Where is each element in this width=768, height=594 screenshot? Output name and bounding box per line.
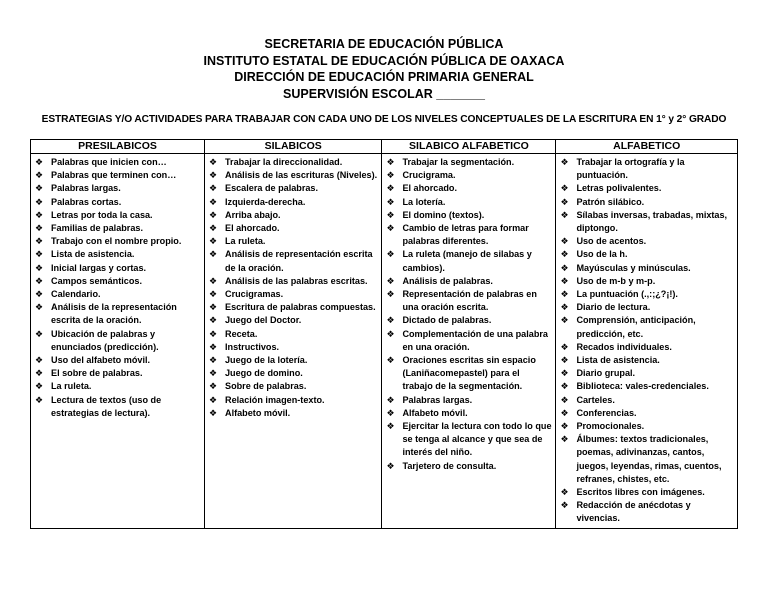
list-item — [559, 196, 734, 209]
diamond-bullet-icon: ❖ — [386, 407, 395, 418]
list-item — [559, 354, 734, 367]
diamond-bullet-icon: ❖ — [35, 368, 44, 379]
list-item — [208, 222, 378, 235]
diamond-bullet-icon: ❖ — [386, 209, 395, 220]
list-item-text: Juego de domino. — [225, 368, 303, 379]
list-item-text: Tarjetero de consulta. — [402, 460, 497, 471]
list-item — [559, 314, 734, 340]
diamond-bullet-icon: ❖ — [209, 196, 218, 207]
list-item — [385, 275, 552, 288]
diamond-bullet-icon: ❖ — [560, 157, 569, 167]
list-item — [559, 248, 734, 261]
list-item-text: Conferencias. — [576, 407, 637, 418]
diamond-bullet-icon: ❖ — [560, 500, 569, 511]
list-item-text: Campos semánticos. — [51, 275, 142, 286]
list-item-text: Comprensión, anticipación, predicción, etc. — [576, 315, 696, 339]
diamond-bullet-icon: ❖ — [386, 223, 395, 234]
column-cell-alfabetico — [556, 154, 738, 529]
table-header-row — [31, 140, 738, 154]
diamond-bullet-icon: ❖ — [386, 275, 395, 286]
list-item-text: Análisis de las escrituras (Niveles). — [225, 170, 378, 181]
list-item-text: Palabras largas. — [51, 183, 121, 194]
list-item-text: La lotería. — [402, 196, 446, 207]
list-item — [34, 354, 201, 367]
list-item — [34, 156, 201, 169]
diamond-bullet-icon: ❖ — [560, 249, 569, 260]
diamond-bullet-icon: ❖ — [35, 275, 44, 286]
list-item — [208, 407, 378, 420]
diamond-bullet-icon: ❖ — [560, 236, 569, 247]
list-item — [559, 499, 734, 525]
list-item-text: La ruleta (manejo de silabas y cambios). — [402, 249, 532, 273]
list-item — [34, 248, 201, 261]
list-item — [559, 407, 734, 420]
list-item — [385, 407, 552, 420]
list-alfabetico — [559, 156, 734, 526]
list-item-text: Palabras que inicien con… — [51, 157, 167, 167]
diamond-bullet-icon: ❖ — [35, 394, 44, 405]
diamond-bullet-icon: ❖ — [386, 460, 395, 471]
list-item-text: Ejercitar la lectura con todo lo que se tenga al alcance y que sea de interés del niño. — [402, 421, 552, 458]
list-item — [559, 433, 734, 486]
list-item-text: Escritura de palabras compuestas. — [225, 302, 376, 313]
list-item — [208, 380, 378, 393]
list-item — [208, 367, 378, 380]
header-line-1: SECRETARIA DE EDUCACIÓN PÚBLICA — [264, 37, 504, 51]
list-item-text: Escritos libres con imágenes. — [576, 487, 705, 498]
diamond-bullet-icon: ❖ — [560, 434, 569, 445]
list-item — [208, 394, 378, 407]
list-silabicos — [208, 156, 378, 420]
diamond-bullet-icon: ❖ — [560, 355, 569, 366]
list-item-text: Redacción de anécdotas y vivencias. — [576, 500, 691, 524]
list-item-text: Análisis de representación escrita de la oración. — [225, 249, 373, 273]
list-item-text: Uso de la h. — [576, 249, 628, 260]
list-item — [34, 275, 201, 288]
list-item-text: El ahorcado. — [225, 223, 280, 234]
list-item — [385, 420, 552, 460]
header-line-4: SUPERVISIÓN ESCOLAR _______ — [283, 86, 485, 101]
diamond-bullet-icon: ❖ — [560, 183, 569, 194]
diamond-bullet-icon: ❖ — [209, 223, 218, 234]
list-item-text: Crucigramas. — [225, 289, 284, 300]
list-item-text: Palabras que terminen con… — [51, 170, 177, 181]
diamond-bullet-icon: ❖ — [560, 407, 569, 418]
list-item-text: Sobre de palabras. — [225, 381, 307, 392]
header-line-2: INSTITUTO ESTATAL DE EDUCACIÓN PÚBLICA DE OAXACA — [203, 53, 565, 68]
list-item — [385, 394, 552, 407]
diamond-bullet-icon: ❖ — [386, 170, 395, 181]
list-item — [559, 380, 734, 393]
list-item-text: La ruleta. — [51, 381, 92, 392]
diamond-bullet-icon: ❖ — [560, 315, 569, 326]
list-item-text: Cambio de letras para formar palabras diferentes. — [402, 223, 529, 247]
list-item-text: Complementación de una palabra en una oración. — [402, 328, 548, 352]
list-item-text: Juego del Doctor. — [225, 315, 302, 326]
diamond-bullet-icon: ❖ — [209, 341, 218, 352]
list-item-text: Receta. — [225, 328, 258, 339]
list-item — [208, 235, 378, 248]
strategies-table — [30, 139, 738, 529]
list-item — [208, 314, 378, 327]
list-item-text: Familias de palabras. — [51, 223, 143, 234]
list-item — [34, 328, 201, 354]
diamond-bullet-icon: ❖ — [209, 157, 218, 167]
column-header-silabico-alfabetico: SILABICO ALFABETICO — [382, 140, 556, 154]
diamond-bullet-icon: ❖ — [386, 394, 395, 405]
list-item — [208, 328, 378, 341]
document-subtitle: ESTRATEGIAS Y/O ACTIVIDADES PARA TRABAJAR CON CADA UNO DE LOS NIVELES CONCEPTUALES DE LA ESCRITURA EN 1° y 2° GRADO — [41, 114, 727, 125]
list-item-text: Diario de lectura. — [576, 302, 651, 313]
diamond-bullet-icon: ❖ — [209, 302, 218, 313]
diamond-bullet-icon: ❖ — [35, 328, 44, 339]
list-item — [559, 394, 734, 407]
list-item-text: Trabajar la direccionalidad. — [225, 157, 343, 167]
diamond-bullet-icon: ❖ — [35, 236, 44, 247]
list-item — [385, 156, 552, 169]
list-item — [559, 420, 734, 433]
diamond-bullet-icon: ❖ — [209, 249, 218, 260]
diamond-bullet-icon: ❖ — [560, 262, 569, 273]
diamond-bullet-icon: ❖ — [209, 407, 218, 418]
list-item — [385, 328, 552, 354]
list-item — [34, 235, 201, 248]
column-cell-presilabicos — [31, 154, 205, 529]
list-item — [208, 182, 378, 195]
list-item-text: El ahorcado. — [402, 183, 458, 194]
list-item-text: Izquierda-derecha. — [225, 196, 306, 207]
diamond-bullet-icon: ❖ — [209, 355, 218, 366]
list-item-text: Oraciones escritas sin espacio (Laniñacomepastel) para el trabajo de la segmentación. — [402, 355, 536, 392]
diamond-bullet-icon: ❖ — [35, 381, 44, 392]
column-header-alfabetico: ALFABETICO — [556, 140, 738, 154]
diamond-bullet-icon: ❖ — [386, 289, 395, 300]
column-cell-silabicos — [205, 154, 382, 529]
list-item-text: Biblioteca: vales-credenciales. — [576, 381, 709, 392]
header-line-3: DIRECCIÓN DE EDUCACIÓN PRIMARIA GENERAL — [234, 70, 534, 84]
list-item — [385, 288, 552, 314]
list-item — [208, 169, 378, 182]
diamond-bullet-icon: ❖ — [560, 381, 569, 392]
list-item-text: Análisis de la representación escrita de la oración. — [51, 302, 177, 326]
list-item — [559, 235, 734, 248]
list-item — [34, 367, 201, 380]
list-item-text: Carteles. — [576, 394, 615, 405]
document-header — [0, 36, 768, 102]
list-item — [34, 222, 201, 235]
list-item — [208, 248, 378, 274]
list-item-text: Letras por toda la casa. — [51, 209, 153, 220]
list-item — [559, 367, 734, 380]
diamond-bullet-icon: ❖ — [35, 249, 44, 260]
diamond-bullet-icon: ❖ — [209, 275, 218, 286]
diamond-bullet-icon: ❖ — [209, 183, 218, 194]
list-item-text: Trabajar la segmentación. — [402, 157, 515, 167]
diamond-bullet-icon: ❖ — [386, 421, 395, 432]
diamond-bullet-icon: ❖ — [209, 170, 218, 181]
list-item — [385, 354, 552, 394]
list-item — [559, 486, 734, 499]
list-item — [34, 262, 201, 275]
list-item-text: El sobre de palabras. — [51, 368, 143, 379]
list-item-text: Mayúsculas y minúsculas. — [576, 262, 691, 273]
diamond-bullet-icon: ❖ — [560, 421, 569, 432]
column-cell-silabico-alfabetico — [382, 154, 556, 529]
list-item — [385, 222, 552, 248]
list-item-text: La puntuación (.,:;¿?¡!). — [576, 289, 678, 300]
list-item-text: Sílabas inversas, trabadas, mixtas, diptongo. — [576, 209, 728, 234]
diamond-bullet-icon: ❖ — [35, 289, 44, 300]
list-item — [34, 380, 201, 393]
list-item-text: Dictado de palabras. — [402, 315, 492, 326]
diamond-bullet-icon: ❖ — [560, 341, 569, 352]
diamond-bullet-icon: ❖ — [386, 183, 395, 194]
list-item — [559, 209, 734, 235]
list-item-text: Instructivos. — [225, 341, 280, 352]
diamond-bullet-icon: ❖ — [386, 355, 395, 366]
column-header-silabicos: SILABICOS — [205, 140, 382, 154]
column-header-presilabicos: PRESILABICOS — [31, 140, 205, 154]
diamond-bullet-icon: ❖ — [386, 157, 395, 167]
list-item — [559, 275, 734, 288]
list-item-text: Trabajo con el nombre propio. — [51, 236, 182, 247]
diamond-bullet-icon: ❖ — [560, 275, 569, 286]
diamond-bullet-icon: ❖ — [35, 196, 44, 207]
diamond-bullet-icon: ❖ — [560, 209, 569, 220]
diamond-bullet-icon: ❖ — [560, 394, 569, 405]
list-item-text: Palabras largas. — [402, 394, 473, 405]
list-item — [34, 169, 201, 182]
diamond-bullet-icon: ❖ — [209, 209, 218, 220]
list-item-text: Relación imagen-texto. — [225, 394, 325, 405]
diamond-bullet-icon: ❖ — [209, 236, 218, 247]
list-item — [208, 354, 378, 367]
list-item-text: Trabajar la ortografía y la puntuación. — [576, 157, 685, 181]
diamond-bullet-icon: ❖ — [35, 183, 44, 194]
list-item — [385, 182, 552, 195]
list-item — [385, 196, 552, 209]
list-item-text: Palabras cortas. — [51, 196, 122, 207]
diamond-bullet-icon: ❖ — [35, 262, 44, 273]
list-item — [208, 196, 378, 209]
diamond-bullet-icon: ❖ — [209, 394, 218, 405]
diamond-bullet-icon: ❖ — [560, 302, 569, 313]
diamond-bullet-icon: ❖ — [560, 487, 569, 498]
diamond-bullet-icon: ❖ — [386, 249, 395, 260]
list-item — [559, 301, 734, 314]
list-item — [385, 248, 552, 274]
list-item-text: Lista de asistencia. — [576, 355, 660, 366]
list-item — [208, 156, 378, 169]
list-item-text: Diario grupal. — [576, 368, 636, 379]
diamond-bullet-icon: ❖ — [209, 289, 218, 300]
list-item-text: Representación de palabras en una oración escrita. — [402, 289, 537, 313]
list-item — [385, 460, 552, 473]
diamond-bullet-icon: ❖ — [35, 209, 44, 220]
list-item-text: Arriba abajo. — [225, 209, 281, 220]
list-item-text: Ubicación de palabras y enunciados (predicción). — [51, 328, 159, 352]
diamond-bullet-icon: ❖ — [386, 196, 395, 207]
list-item-text: El domino (textos). — [402, 209, 485, 220]
diamond-bullet-icon: ❖ — [560, 196, 569, 207]
list-item-text: Alfabeto móvil. — [402, 407, 468, 418]
list-presilabicos — [34, 156, 201, 420]
list-item-text: Promocionales. — [576, 421, 645, 432]
diamond-bullet-icon: ❖ — [560, 289, 569, 300]
diamond-bullet-icon: ❖ — [209, 381, 218, 392]
list-silabico-alfabetico — [385, 156, 552, 473]
list-item — [34, 196, 201, 209]
diamond-bullet-icon: ❖ — [35, 170, 44, 181]
list-item — [559, 341, 734, 354]
list-item-text: Letras polivalentes. — [576, 183, 662, 194]
diamond-bullet-icon: ❖ — [209, 315, 218, 326]
list-item-text: Lista de asistencia. — [51, 249, 135, 260]
diamond-bullet-icon: ❖ — [560, 368, 569, 379]
diamond-bullet-icon: ❖ — [386, 315, 395, 326]
list-item-text: Uso de acentos. — [576, 236, 647, 247]
diamond-bullet-icon: ❖ — [209, 328, 218, 339]
list-item — [208, 288, 378, 301]
list-item — [559, 156, 734, 182]
list-item-text: Calendario. — [51, 289, 101, 300]
list-item-text: Crucigrama. — [402, 170, 456, 181]
list-item — [385, 314, 552, 327]
list-item-text: Uso del alfabeto móvil. — [51, 355, 151, 366]
list-item — [34, 394, 201, 420]
list-item-text: Lectura de textos (uso de estrategias de lectura). — [51, 394, 162, 418]
diamond-bullet-icon: ❖ — [386, 328, 395, 339]
diamond-bullet-icon: ❖ — [209, 368, 218, 379]
diamond-bullet-icon: ❖ — [35, 223, 44, 234]
list-item-text: Álbumes: textos tradicionales, poemas, adivinanzas, cantos, juegos, leyendas, rimas, cuentos, refranes, chistes, etc. — [576, 434, 722, 484]
list-item — [385, 169, 552, 182]
list-item — [34, 209, 201, 222]
list-item-text: Escalera de palabras. — [225, 183, 319, 194]
list-item-text: Recados individuales. — [576, 341, 672, 352]
list-item — [559, 288, 734, 301]
list-item-text: Alfabeto móvil. — [225, 407, 291, 418]
list-item — [559, 182, 734, 195]
list-item — [34, 288, 201, 301]
list-item — [208, 341, 378, 354]
list-item — [34, 182, 201, 195]
list-item — [385, 209, 552, 222]
list-item-text: Juego de la lotería. — [225, 355, 308, 366]
list-item — [34, 301, 201, 327]
list-item-text: La ruleta. — [225, 236, 266, 247]
list-item — [208, 275, 378, 288]
list-item-text: Análisis de las palabras escritas. — [225, 275, 368, 286]
table-body-row — [31, 154, 738, 529]
diamond-bullet-icon: ❖ — [35, 302, 44, 313]
list-item — [559, 262, 734, 275]
list-item — [208, 301, 378, 314]
list-item-text: Análisis de palabras. — [402, 275, 493, 286]
list-item-text: Uso de m-b y m-p. — [576, 275, 656, 286]
list-item — [208, 209, 378, 222]
diamond-bullet-icon: ❖ — [35, 355, 44, 366]
diamond-bullet-icon: ❖ — [35, 157, 44, 167]
list-item-text: Inicial largas y cortas. — [51, 262, 147, 273]
list-item-text: Patrón silábico. — [576, 196, 645, 207]
